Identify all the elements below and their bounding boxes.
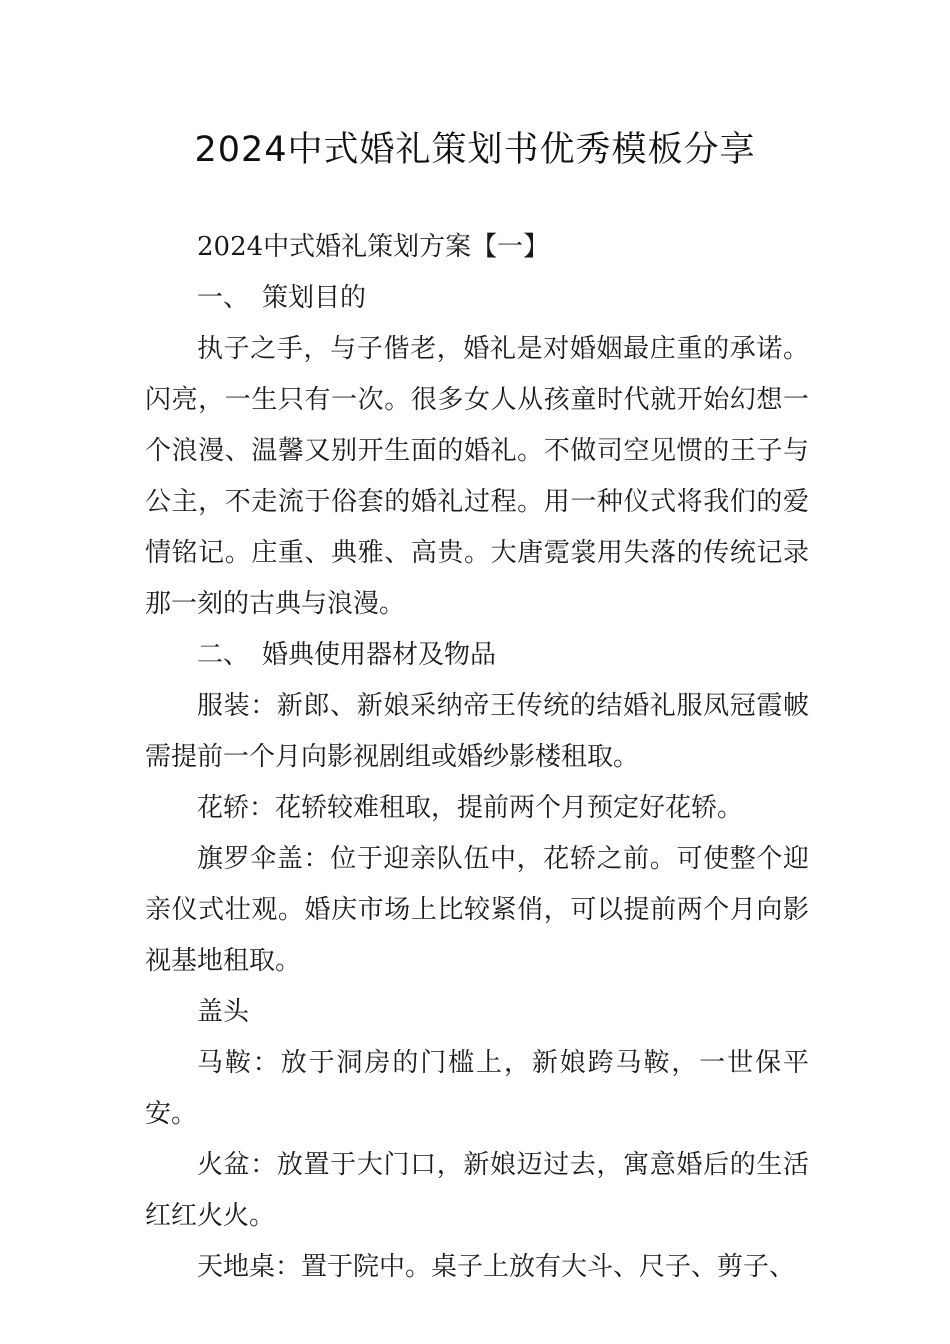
section-heading-equipment: 二、 婚典使用器材及物品: [197, 640, 497, 670]
document-title: 2024中式婚礼策划书优秀模板分享: [194, 130, 756, 170]
section-heading-purpose: 一、 策划目的: [197, 283, 367, 313]
paragraph-saddle: 马鞍：放于洞房的门槛上，新娘跨马鞍，一世保平安。: [145, 1048, 809, 1129]
document-body: [145, 222, 809, 1293]
paragraph-banners: 旗罗伞盖：位于迎亲队伍中，花轿之前。可使整个迎亲仪式壮观。婚庆市场上比较紧俏，可以提前两个月向影视基地租取。: [145, 844, 809, 976]
paragraph-purpose: 执子之手，与子偕老，婚礼是对婚姻最庄重的承诺。闪亮，一生只有一次。很多女人从孩童时代就开始幻想一个浪漫、温馨又别开生面的婚礼。不做司空见惯的王子与公主，不走流于俗套的婚礼过程。用一种仪式将我们的爱情铭记。庄重、典雅、高贵。大唐霓裳用失落的传统记录那一刻的古典与浪漫。: [145, 334, 809, 619]
paragraph-sedan: 花轿：花轿较难租取，提前两个月预定好花轿。: [197, 793, 744, 823]
paragraph-altar-table: 天地桌：置于院中。桌子上放有大斗、尺子、剪子、: [197, 1252, 796, 1282]
section-heading-plan-one: 2024中式婚礼策划方案【一】: [197, 232, 550, 262]
paragraph-brazier: 火盆：放置于大门口，新娘迈过去，寓意婚后的生活红红火火。: [145, 1150, 809, 1231]
paragraph-costume: 服装：新郎、新娘采纳帝王传统的结婚礼服凤冠霞帔需提前一个月向影视剧组或婚纱影楼租取。: [145, 691, 809, 772]
paragraph-veil: 盖头: [197, 997, 250, 1027]
